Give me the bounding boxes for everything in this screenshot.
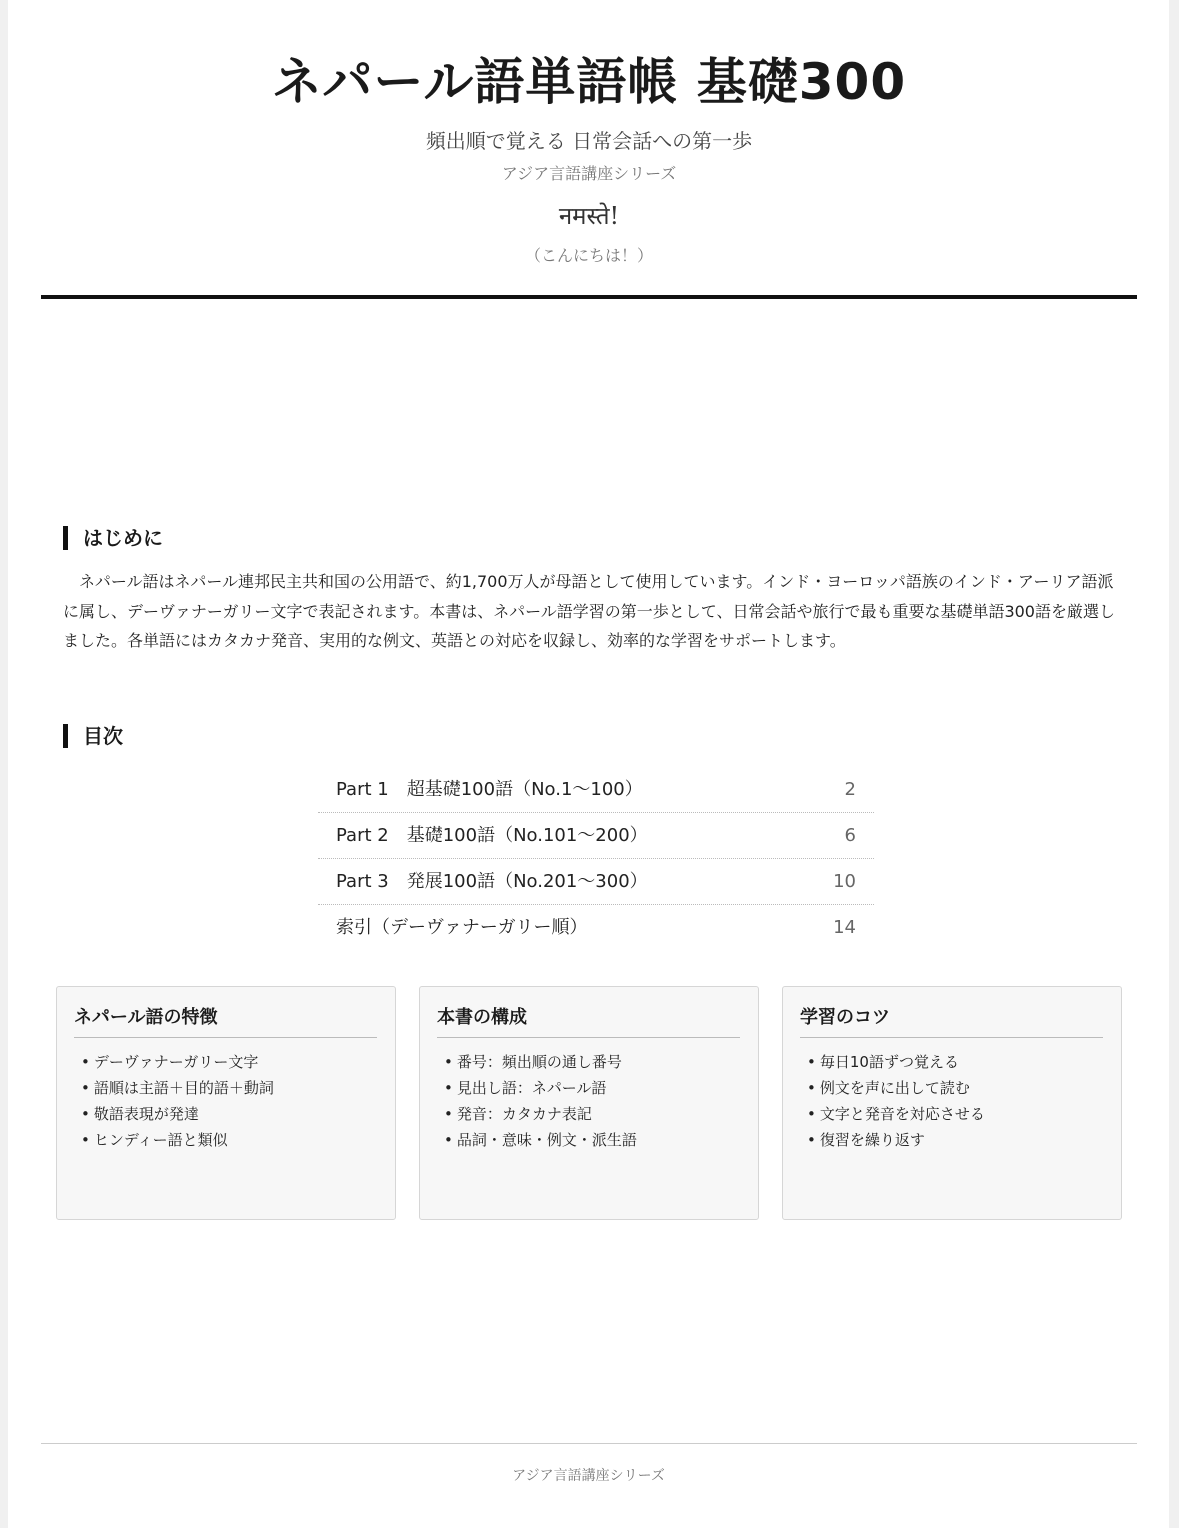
list-item: • 復習を繰り返す xyxy=(807,1127,985,1153)
greeting-nepali: नमस्ते! xyxy=(558,202,620,230)
subtitle: 頻出順で覚える 日常会話への第一歩 xyxy=(425,129,753,153)
list-item: • 文字と発音を対応させる xyxy=(807,1101,985,1127)
card-list xyxy=(807,1049,985,1153)
list-item: • 毎日10語ずつ覚える xyxy=(807,1049,985,1075)
card-structure xyxy=(419,986,759,1220)
toc-entry-page: 6 xyxy=(844,825,856,846)
toc-heading-text: 目次 xyxy=(83,724,123,748)
page-title: ネパール語単語帳 基礎300 xyxy=(271,53,907,111)
toc-entry-label: Part 3 発展100語（No.201〜300） xyxy=(336,871,648,892)
list-item: • 見出し語：ネパール語 xyxy=(444,1075,637,1101)
toc-entry-label: Part 1 超基礎100語（No.1〜100） xyxy=(336,779,643,800)
list-item: • ヒンディー語と類似 xyxy=(81,1127,274,1153)
list-item: • 品詞・意味・例文・派生語 xyxy=(444,1127,637,1153)
card-title: 本書の構成 xyxy=(437,1005,740,1038)
footer-divider xyxy=(41,1443,1137,1444)
toc-heading xyxy=(63,721,123,751)
toc-entry[interactable] xyxy=(318,813,874,859)
heading-bar xyxy=(63,724,68,748)
card-list xyxy=(81,1049,274,1153)
card-list xyxy=(444,1049,637,1153)
list-item: • 例文を声に出して読む xyxy=(807,1075,985,1101)
card-title: 学習のコツ xyxy=(800,1005,1103,1038)
series-label: アジア言語講座シリーズ xyxy=(501,164,677,183)
info-cards xyxy=(56,986,1122,1220)
toc-entry[interactable] xyxy=(318,767,874,813)
card-tips xyxy=(782,986,1122,1220)
toc-entry[interactable] xyxy=(318,859,874,905)
toc-entry-page: 14 xyxy=(833,917,856,938)
document-page xyxy=(8,0,1169,1528)
card-title: ネパール語の特徴 xyxy=(74,1005,377,1038)
list-item: • 番号：頻出順の通し番号 xyxy=(444,1049,637,1075)
toc-entry-label: 索引（デーヴァナーガリー順） xyxy=(336,917,588,938)
toc-entry[interactable] xyxy=(318,905,874,950)
list-item: • 敬語表現が発達 xyxy=(81,1101,274,1127)
list-item: • 語順は主語＋目的語＋動詞 xyxy=(81,1075,274,1101)
toc-entry-label: Part 2 基礎100語（No.101〜200） xyxy=(336,825,648,846)
intro-heading-text: はじめに xyxy=(83,526,163,550)
toc-entry-page: 10 xyxy=(833,871,856,892)
intro-paragraph: ネパール語はネパール連邦民主共和国の公用語で、約1,700万人が母語として使用しています。インド・ヨーロッパ語族のインド・アーリア語派に属し、デーヴァナーガリー文字で表記されます。本書は、ネパール語学習の第一歩として、日常会話や旅行で最も重要な基礎単語300語を厳選しました。各単語にはカタカナ発音、実用的な例文、英語との対応を収録し、効率的な学習をサポートします。 xyxy=(63,572,1115,650)
toc-entry-page: 2 xyxy=(844,779,856,800)
list-item: • 発音：カタカナ表記 xyxy=(444,1101,637,1127)
table-of-contents xyxy=(318,767,874,950)
footer-series: アジア言語講座シリーズ xyxy=(512,1468,665,1484)
card-features xyxy=(56,986,396,1220)
greeting-translation: （こんにちは！） xyxy=(524,246,653,265)
list-item: • デーヴァナーガリー文字 xyxy=(81,1049,274,1075)
